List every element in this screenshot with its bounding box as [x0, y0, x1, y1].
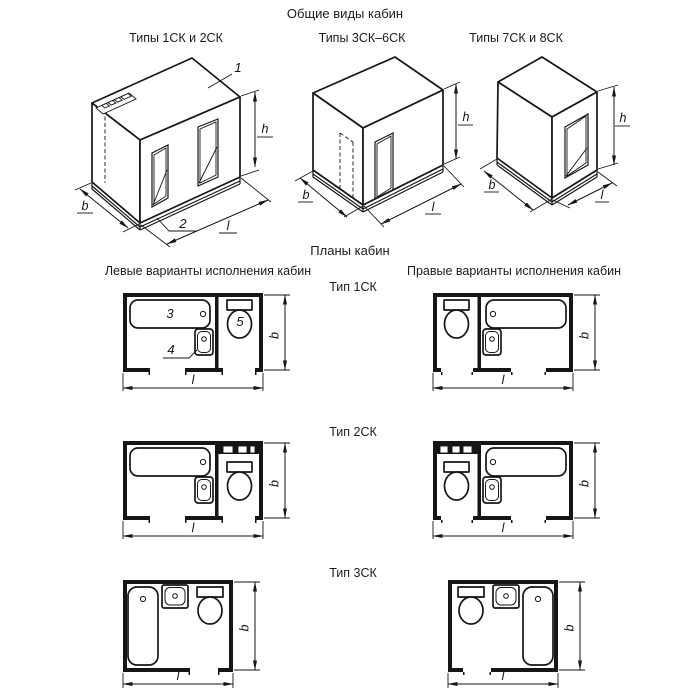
dimension-b	[264, 295, 290, 370]
toilet	[444, 462, 469, 500]
general-views-title: Общие виды кабин	[286, 6, 404, 21]
callout-washbasin	[163, 342, 197, 358]
dim-b-label: b	[267, 332, 282, 339]
dim-l-label: l	[191, 521, 195, 535]
toilet	[458, 587, 484, 624]
plans-title: Планы кабин	[310, 243, 390, 258]
dimension-b	[574, 295, 600, 370]
plan-row2-title: Тип 2СК	[329, 425, 377, 439]
toilet	[197, 587, 223, 624]
bathtub	[486, 448, 566, 476]
view1-title: Типы 1СК и 2СК	[129, 31, 223, 45]
plan-3sk-left	[123, 580, 273, 695]
view2-title: Типы 3СК–6СК	[318, 31, 406, 45]
plan-2sk-right	[433, 441, 608, 541]
dim-l-label: l	[176, 669, 180, 683]
plan-3sk-right	[448, 580, 598, 695]
bathtub	[523, 587, 553, 665]
dimension-l	[433, 521, 573, 539]
plan-1sk-left	[123, 293, 298, 393]
cabin-box	[497, 57, 597, 205]
washbasin	[483, 477, 501, 503]
dim-b-label: b	[81, 199, 89, 213]
view3-title: Типы 7СК и 8СК	[469, 31, 563, 45]
dimension-h	[598, 85, 630, 169]
cabin-box	[313, 57, 443, 212]
dim-b-label: b	[488, 178, 496, 192]
plan-1sk-right	[433, 293, 608, 393]
washbasin	[195, 477, 213, 503]
washbasin	[493, 585, 519, 608]
vent-block	[218, 441, 263, 454]
bathtub	[128, 587, 158, 665]
dim-b-label: b	[562, 624, 577, 632]
dimension-h	[444, 82, 473, 164]
dim-b-label: b	[237, 624, 252, 632]
dim-h-label: h	[261, 122, 269, 136]
dim-b-label: b	[577, 480, 592, 487]
dimension-b	[559, 582, 585, 670]
dimension-b	[574, 443, 600, 518]
washbasin	[483, 329, 501, 355]
dimension-l	[123, 521, 263, 539]
dim-l-label: l	[431, 200, 435, 214]
callout-5-text: 5	[236, 314, 244, 329]
dimension-b	[264, 443, 290, 518]
dimension-l	[433, 373, 573, 391]
plan-row3-title: Тип 3СК	[329, 566, 377, 580]
plan-row1-title: Тип 1СК	[329, 280, 377, 294]
bathtub	[486, 300, 566, 328]
dim-l-label: l	[600, 188, 604, 202]
dim-h-label: h	[462, 110, 470, 124]
washbasin	[162, 585, 188, 608]
left-variants-title: Левые варианты исполнения кабин	[104, 264, 312, 278]
dim-b-label: b	[302, 188, 310, 202]
callout-base-panel	[157, 216, 197, 231]
callout-2-text: 2	[179, 216, 187, 231]
callout-3-text: 3	[166, 306, 174, 321]
dim-l-label: l	[226, 219, 230, 233]
general-view-types-7-8	[470, 55, 650, 225]
general-view-types-3-6	[280, 55, 480, 235]
dimension-b	[234, 582, 260, 670]
bathtub	[130, 448, 210, 476]
plan-2sk-left	[123, 441, 298, 541]
right-variants-title: Правые варианты исполнения кабин	[406, 264, 622, 278]
dim-b-label: b	[267, 480, 282, 487]
toilet	[227, 462, 252, 500]
washbasin	[195, 329, 213, 355]
dim-l-label: l	[501, 373, 505, 387]
dimension-h	[241, 90, 273, 176]
general-view-types-1-2	[55, 55, 275, 255]
dim-l-label: l	[501, 521, 505, 535]
dim-b-label: b	[577, 332, 592, 339]
callout-4-text: 4	[167, 342, 175, 357]
callout-1-text: 1	[234, 60, 242, 75]
toilet	[444, 300, 469, 338]
dim-l-label: l	[191, 373, 195, 387]
dim-h-label: h	[619, 111, 627, 125]
dim-l-label: l	[501, 669, 505, 683]
vent-block	[433, 441, 478, 454]
dimension-l	[123, 373, 263, 391]
